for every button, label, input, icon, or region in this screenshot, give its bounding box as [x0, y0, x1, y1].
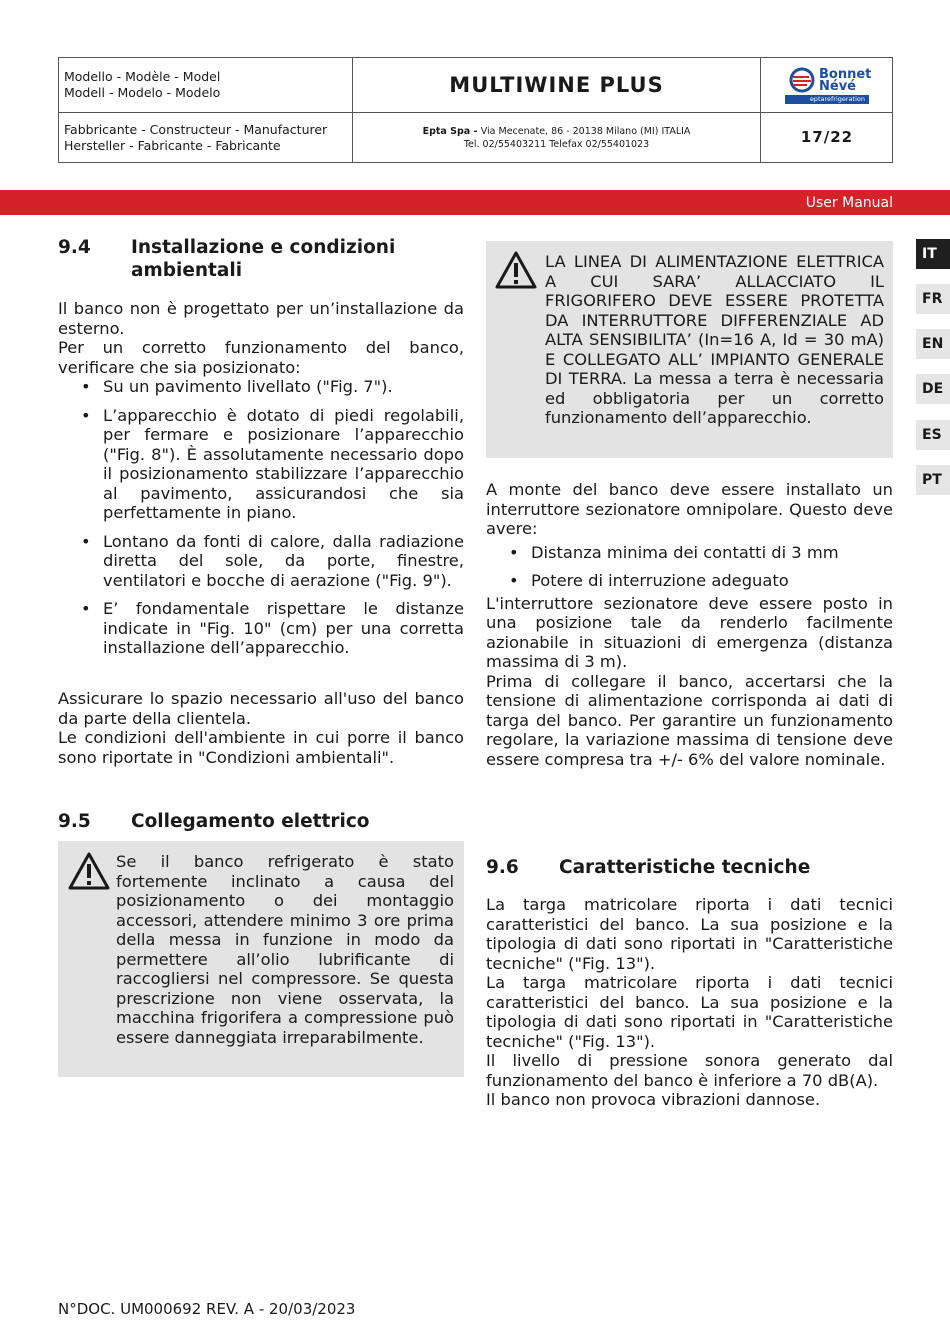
company-name: Epta Spa - [422, 126, 481, 137]
lang-tab-it[interactable]: IT [916, 239, 950, 269]
user-manual-label: User Manual [805, 195, 893, 211]
paragraph: Il banco non è progettato per un’installazione da esterno. [58, 299, 464, 338]
section-9-6-body [486, 895, 893, 1110]
section-number: 9.6 [486, 857, 519, 878]
section-number: 9.4 [58, 237, 91, 258]
manufacturer-label-cell [59, 113, 353, 163]
list-item: • Distanza minima dei contatti di 3 mm [486, 543, 893, 563]
company-info [353, 113, 761, 163]
manufacturer-label-line-2: Hersteller - Fabricante - Fabricante [64, 138, 281, 153]
warning-box-power-line [486, 241, 893, 458]
section-title: Caratteristiche tecniche [559, 857, 811, 878]
paragraph: La targa matricolare riporta i dati tecnici caratteristici del banco. La sua posizione e la tipologia di dati sono riportati in "Caratteristiche tecniche" ("Fig. 13"). [486, 973, 893, 1051]
warning-icon [67, 851, 111, 891]
lang-tab-de[interactable]: DE [916, 374, 950, 404]
lang-tab-en[interactable]: EN [916, 329, 950, 359]
section-title: Collegamento elettrico [131, 811, 370, 832]
paragraph: Il banco non provoca vibrazioni dannose. [486, 1090, 821, 1109]
list-item: • E’ fondamentale rispettare le distanze indicate in "Fig. 10" (cm) per una corretta installazione dell’apparecchio. [58, 599, 464, 658]
model-label-line-2: Modell - Modelo - Modelo [64, 85, 221, 100]
product-name: MULTIWINE PLUS [353, 58, 761, 113]
paragraph: Prima di collegare il banco, accertarsi che la tensione di alimentazione corrisponda ai dati di targa del banco. Per garantire un funzionamento regolare, la variazione massima di tensione deve essere compresa tra +/- 6% del valore nominale. [486, 671, 893, 769]
warning-text: Se il banco refrigerato è stato fortemente inclinato a causa del posizionamento o dei montaggio accessori, attendere minimo 3 ore prima della messa in funzione in modo da permettere all’olio lubrificante di raccogliersi nel compressore. Se questa prescrizione non viene osservata, la macchina frigorifera a compressione può essere danneggiata irreparabilmente. [116, 852, 454, 1047]
logo-tagline: eptarefrigeration [785, 95, 869, 104]
document-header [58, 57, 893, 163]
model-label-cell [59, 58, 353, 113]
list-item: • L’apparecchio è dotato di piedi regolabili, per fermare e posizionare l’apparecchio ("Fig. 8"). È assolutamente necessario dopo il posizionamento stabilizzare l’apparecchio al pavimento, assicurandosi che sia perfettamente in piano. [58, 406, 464, 523]
list-item: • Su un pavimento livellato ("Fig. 7"). [58, 377, 464, 397]
manufacturer-label-line-1: Fabbricante - Constructeur - Manufacturer [64, 122, 328, 137]
bonnet-neve-logo [785, 65, 873, 105]
warning-box-tilt [58, 841, 464, 1077]
brand-logo-cell [761, 58, 893, 113]
section-9-4-heading [58, 236, 464, 286]
warning-text: LA LINEA DI ALIMENTAZIONE ELETTRICA A CUI SARA’ ALLACCIATO IL FRIGORIFERO DEVE ESSERE PROTETTA DA INTERRUTTORE DIFFERENZIALE AD ALTA SENSIBILITA’ (In=16 A, Id = 30 mA) E COLLEGATO ALL’ IMPIANTO GENERALE DI TERRA. La messa a terra è necessaria ed obbligatoria per un corretto funzionamento dell’apparecchio. [545, 252, 884, 427]
paragraph: Assicurare lo spazio necessario all'uso del banco da parte della clientela. [58, 689, 464, 728]
paragraph: Le condizioni dell'ambiente in cui porre il banco sono riportate in "Condizioni ambientali". [58, 728, 464, 767]
logo-line-2: Névé [819, 79, 856, 94]
section-9-4-body [58, 299, 464, 667]
model-label-line-1: Modello - Modèle - Model [64, 69, 221, 84]
section-9-4-closing [58, 689, 464, 767]
page-number: 17/22 [800, 128, 854, 146]
lang-tab-pt[interactable]: PT [916, 465, 950, 495]
section-9-5-heading [58, 810, 464, 835]
list-item: • Lontano da fonti di calore, dalla radiazione diretta del sole, da porte, finestre, ventilatori e bocche di aerazione ("Fig. 9"). [58, 532, 464, 591]
paragraph: La targa matricolare riporta i dati tecnici caratteristici del banco. La sua posizione e la tipologia di dati sono riportati in "Caratteristiche tecniche" ("Fig. 13"). [486, 895, 893, 973]
section-9-6-heading [486, 856, 893, 881]
lang-tab-es[interactable]: ES [916, 420, 950, 450]
paragraph: A monte del banco deve essere installato un interruttore sezionatore omnipolare. Questo deve avere: [486, 480, 893, 538]
paragraph: Il livello di pressione sonora generato dal funzionamento del banco è inferiore a 70 dB(A). [486, 1051, 893, 1090]
placement-list [58, 377, 464, 658]
logo-line-1: Bonnet [819, 67, 872, 82]
logo-mark-icon [787, 65, 817, 95]
list-item: • Potere di interruzione adeguato [486, 571, 893, 591]
paragraph: L'interruttore sezionatore deve essere posto in una posizione tale da renderlo facilmente azionabile in situazioni di emergenza (distanza massima di 3 m). [486, 593, 893, 671]
company-contacts: Tel. 02/55403211 Telefax 02/55401023 [463, 139, 650, 150]
document-reference: N°DOC. UM000692 REV. A - 20/03/2023 [58, 1300, 356, 1318]
paragraph: Per un corretto funzionamento del banco, verificare che sia posizionato: [58, 338, 464, 377]
electrical-connection-body [486, 480, 893, 769]
warning-icon [494, 250, 538, 290]
lang-tab-fr[interactable]: FR [916, 284, 950, 314]
section-title: Installazione e condizioni ambientali [131, 237, 396, 281]
company-address: Via Mecenate, 86 - 20138 Milano (MI) ITALIA [480, 126, 691, 137]
section-number: 9.5 [58, 811, 91, 832]
switch-requirements-list [486, 543, 893, 591]
